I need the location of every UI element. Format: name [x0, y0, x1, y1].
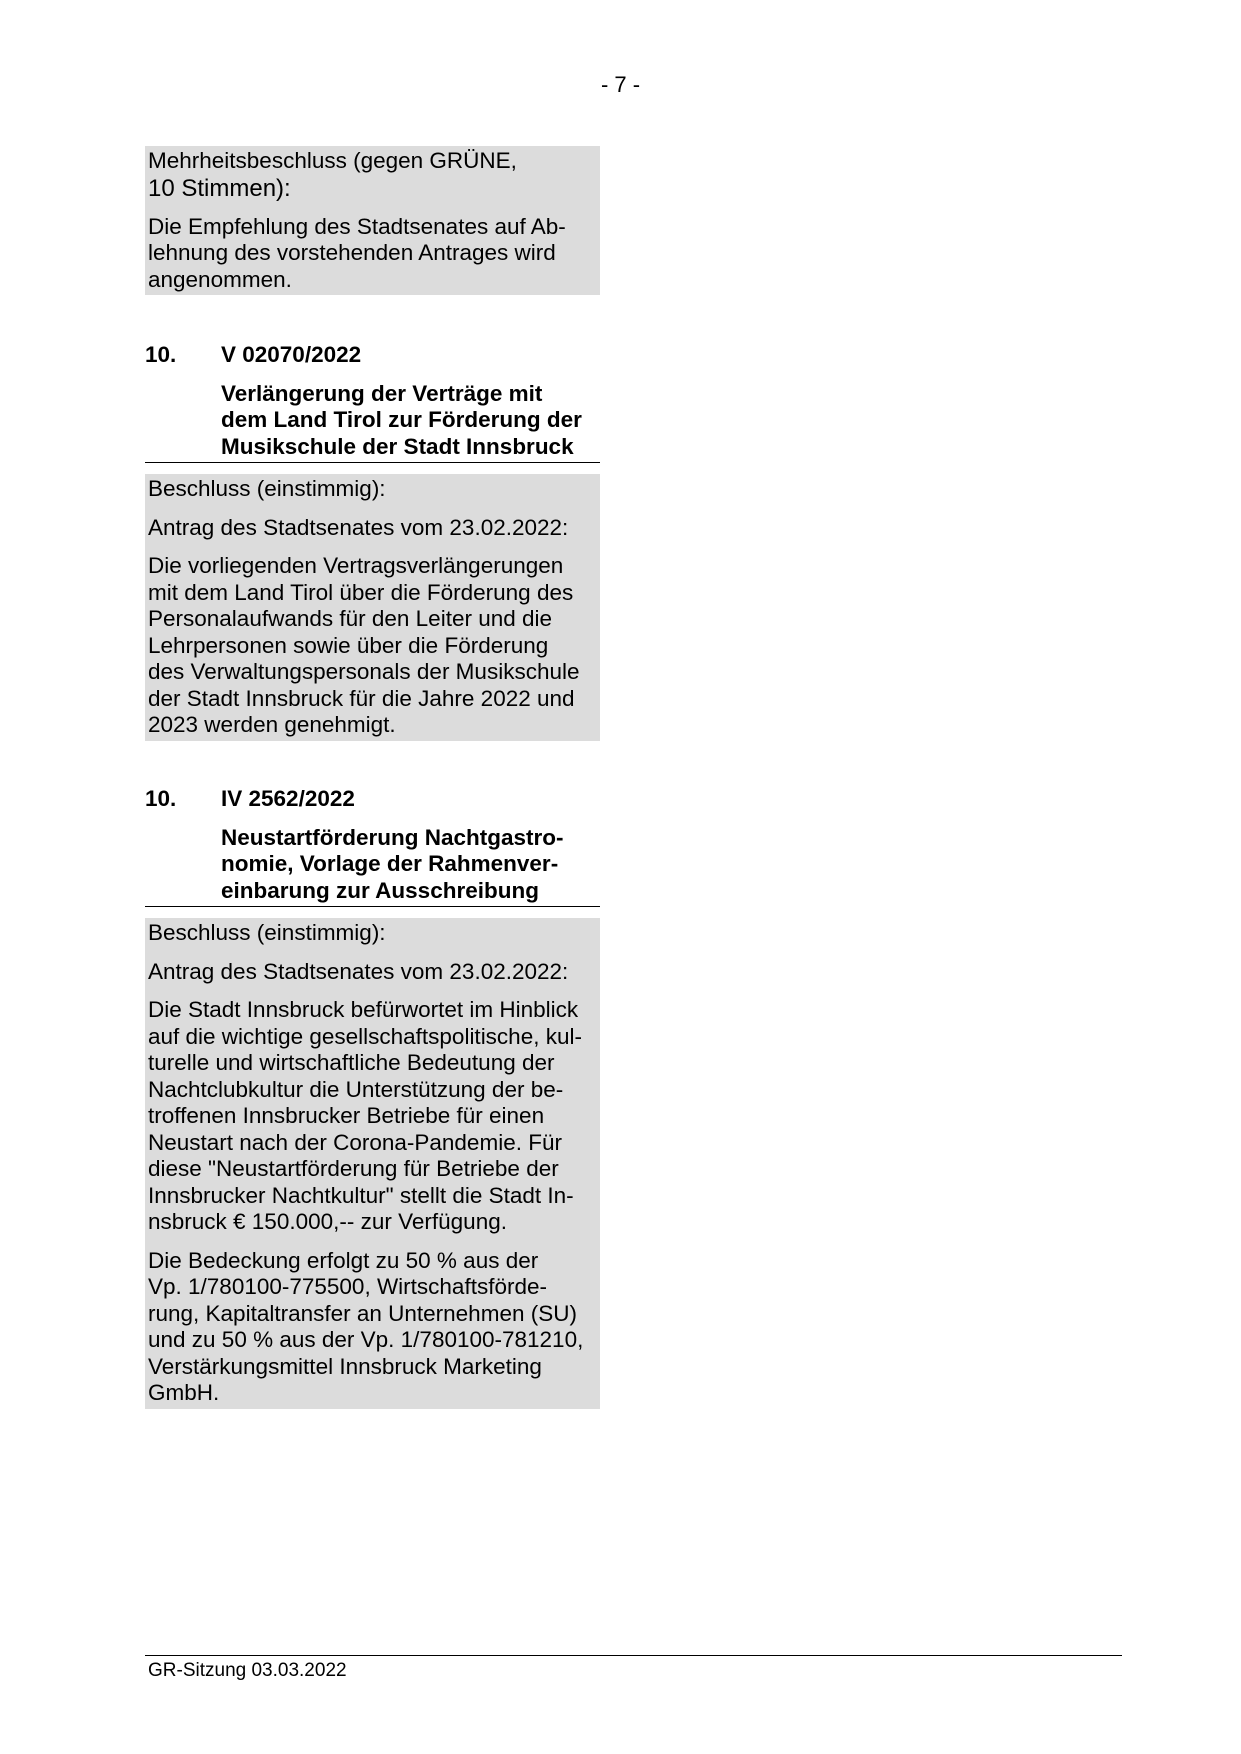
resolution-box	[145, 918, 600, 1409]
agenda-item-2	[145, 786, 600, 1409]
motion-label: Antrag des Stadtsenates vom 23.02.2022:	[148, 514, 569, 540]
footer-text: GR-Sitzung 03.03.2022	[148, 1660, 347, 1681]
item-number: 10.	[145, 342, 177, 367]
footer-divider	[145, 1655, 1122, 1656]
resolution-text: Die Stadt Innsbruck befürwortet im Hinblick auf die wichtige gesellschaftspolitische, kul- turelle und wirtschaftliche Bedeutung der Nachtclubkultur die Unterstützung der be- troffenen Innsbrucker Betriebe für einen Neustart nach der Corona-Pandemie. Für diese "Neustartförderung für Betriebe der Innsbrucker Nachtkultur" stellt die Stadt In- nsbruck € 150.000,-- zur Verfügung.	[148, 997, 582, 1234]
resolution-votes: 10 Stimmen):	[148, 174, 291, 202]
item-title: Neustartförderung Nachtgastro- nomie, Vorlage der Rahmenver- einbarung zur Ausschreibung	[221, 824, 564, 903]
item-title: Verlängerung der Verträge mit dem Land Tirol zur Förderung der Musikschule der Stadt Innsbruck	[221, 380, 582, 459]
resolution-text: Die vorliegenden Vertragsverlängerungen mit dem Land Tirol über die Förderung des Personalaufwands für den Leiter und die Lehrpersonen sowie über die Förderung des Verwaltungspersonals der Musikschule der Stadt Innsbruck für die Jahre 2022 und 2023 werden genehmigt.	[148, 553, 580, 737]
agenda-item-1	[145, 342, 600, 741]
resolution-box	[145, 474, 600, 741]
motion-label: Antrag des Stadtsenates vom 23.02.2022:	[148, 958, 569, 984]
resolution-box	[145, 146, 600, 295]
page-number: - 7 -	[600, 72, 641, 97]
resolution-label: Beschluss (einstimmig):	[148, 476, 386, 501]
resolution-heading: Mehrheitsbeschluss (gegen GRÜNE,	[148, 148, 517, 173]
funding-text: Die Bedeckung erfolgt zu 50 % aus der Vp. 1/780100-775500, Wirtschaftsförde- rung, Kapitaltransfer an Unternehmen (SU) und zu 50 % aus der Vp. 1/780100-781210, Verstärkungsmittel Innsbruck Marketing GmbH.	[148, 1247, 584, 1405]
divider	[145, 906, 600, 907]
resolution-label: Beschluss (einstimmig):	[148, 920, 386, 945]
divider	[145, 462, 600, 463]
item-number: 10.	[145, 786, 177, 811]
item-reference: V 02070/2022	[221, 342, 362, 367]
item-reference: IV 2562/2022	[221, 786, 355, 811]
majority-resolution-block	[145, 146, 600, 295]
resolution-text: Die Empfehlung des Stadtsenates auf Ab- lehnung des vorstehenden Antrages wird angenommen.	[148, 213, 566, 292]
